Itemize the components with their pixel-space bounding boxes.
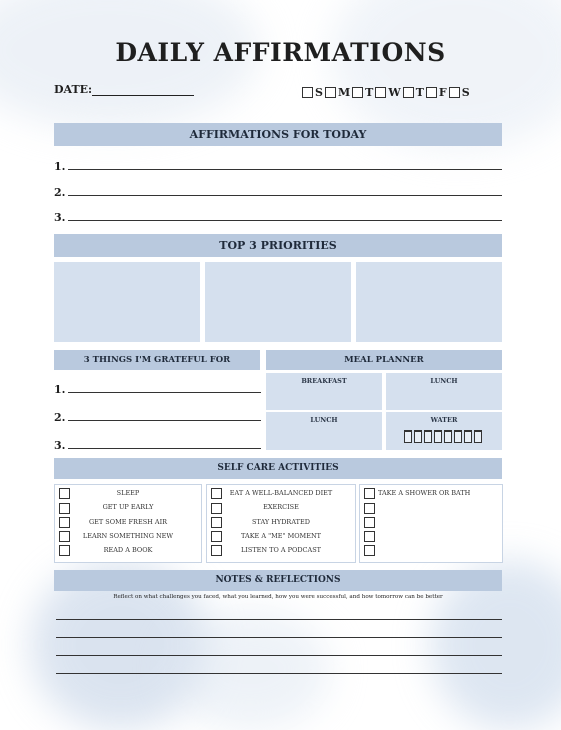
checkbox[interactable] [352, 87, 363, 98]
self-care-column-2 [206, 484, 356, 563]
self-care-item[interactable] [364, 487, 375, 499]
date-label: DATE: [54, 83, 93, 96]
checkbox[interactable] [302, 87, 313, 98]
self-care-column-3 [359, 484, 503, 563]
self-care-item[interactable] [364, 516, 375, 528]
weekday-wednesday[interactable]: W [375, 86, 400, 99]
notes-line[interactable] [56, 673, 502, 674]
self-care-label: STAY HYDRATED [252, 518, 310, 526]
self-care-label: TAKE A SHOWER OR BATH [378, 489, 471, 497]
checkbox[interactable] [364, 503, 375, 514]
self-care-label: TAKE A "ME" MOMENT [241, 532, 321, 540]
self-care-item[interactable] [364, 544, 375, 556]
self-care-item[interactable] [364, 530, 375, 542]
line-number: 3. [54, 211, 66, 224]
affirmation-line-3[interactable] [54, 211, 502, 224]
affirmations-heading: AFFIRMATIONS FOR TODAY [54, 123, 502, 146]
notes-line[interactable] [56, 655, 502, 656]
checkbox[interactable] [325, 87, 336, 98]
checkbox[interactable] [426, 87, 437, 98]
weekday-friday[interactable]: F [426, 86, 447, 99]
grateful-heading: 3 THINGS I'M GRATEFUL FOR [54, 350, 260, 370]
weekday-sunday[interactable]: S [302, 86, 323, 99]
checkbox[interactable] [449, 87, 460, 98]
weekday-thursday[interactable]: T [403, 86, 424, 99]
line-number: 1. [54, 160, 66, 173]
weekday-saturday[interactable]: S [449, 86, 470, 99]
date-input-line[interactable] [92, 95, 194, 96]
grateful-line-3[interactable] [54, 439, 261, 452]
self-care-label: EAT A WELL-BALANCED DIET [229, 489, 333, 497]
water-cup-icon[interactable] [424, 430, 432, 443]
checkbox[interactable] [364, 545, 375, 556]
water-tracker [386, 412, 502, 450]
grateful-line-1[interactable] [54, 383, 261, 396]
notes-prompt: Reflect on what challenges you faced, what you learned, how you were successful, and how tomorrow can be better [113, 594, 443, 600]
water-cup-icon[interactable] [464, 430, 472, 443]
water-cup-icon[interactable] [474, 430, 482, 443]
notes-heading: NOTES & REFLECTIONS [54, 570, 502, 591]
water-cup-icon[interactable] [454, 430, 462, 443]
lunch-box-bottom[interactable] [266, 412, 382, 450]
priority-box-2[interactable] [205, 262, 351, 342]
water-label: WATER [430, 416, 458, 424]
checkbox[interactable] [364, 531, 375, 542]
weekday-monday[interactable]: M [325, 86, 350, 99]
line-number: 2. [54, 411, 66, 424]
weekday-tuesday[interactable]: T [352, 86, 373, 99]
affirmation-line-2[interactable] [54, 186, 502, 199]
notes-line[interactable] [56, 637, 502, 638]
self-care-label: LEARN SOMETHING NEW [82, 532, 174, 540]
lunch-box-top[interactable] [386, 373, 502, 410]
checkbox[interactable] [364, 517, 375, 528]
water-cup-icon[interactable] [434, 430, 442, 443]
self-care-heading: SELF CARE ACTIVITIES [54, 458, 502, 479]
self-care-label: GET SOME FRESH AIR [88, 518, 168, 526]
self-care-label: SLEEP [116, 489, 140, 497]
line-number: 2. [54, 186, 66, 199]
self-care-label: GET UP EARLY [102, 503, 154, 511]
checkbox[interactable] [364, 488, 375, 499]
priority-box-1[interactable] [54, 262, 200, 342]
self-care-item[interactable] [364, 502, 375, 514]
water-cup-icon[interactable] [404, 430, 412, 443]
lunch-label: LUNCH [310, 416, 338, 424]
water-cups [386, 428, 502, 447]
self-care-label: LISTEN TO A PODCAST [240, 546, 322, 554]
priority-box-3[interactable] [356, 262, 502, 342]
self-care-label: EXERCISE [263, 503, 299, 511]
priorities-heading: TOP 3 PRIORITIES [54, 234, 502, 257]
self-care-column-1 [54, 484, 202, 563]
meal-planner-heading: MEAL PLANNER [266, 350, 502, 370]
line-number: 3. [54, 439, 66, 452]
page-title: DAILY AFFIRMATIONS [115, 38, 446, 67]
checkbox[interactable] [403, 87, 414, 98]
water-cup-icon[interactable] [444, 430, 452, 443]
notes-line[interactable] [56, 619, 502, 620]
self-care-label: READ A BOOK [103, 546, 153, 554]
lunch-label: LUNCH [430, 377, 458, 385]
checkbox[interactable] [375, 87, 386, 98]
affirmation-line-1[interactable] [54, 160, 502, 173]
breakfast-box[interactable] [266, 373, 382, 410]
water-cup-icon[interactable] [414, 430, 422, 443]
breakfast-label: BREAKFAST [301, 377, 347, 385]
grateful-line-2[interactable] [54, 411, 261, 424]
line-number: 1. [54, 383, 66, 396]
floral-watercolor [170, 610, 330, 730]
weekday-selector [302, 86, 470, 99]
